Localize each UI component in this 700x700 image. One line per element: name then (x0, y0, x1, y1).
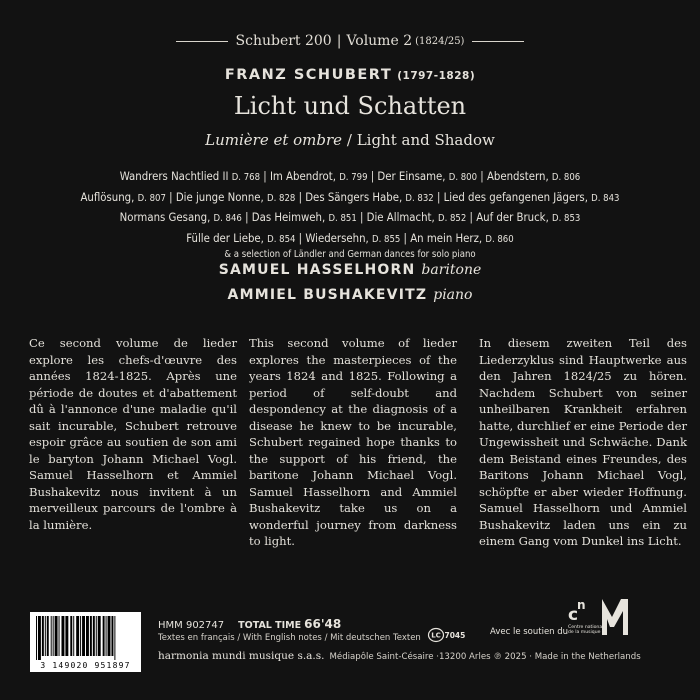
work-catalog-number: D. 853 (552, 213, 581, 224)
barcode-bar (53, 616, 54, 656)
work-separator: | (356, 211, 367, 224)
barcode-bar (103, 616, 105, 656)
performer-pianist (0, 287, 700, 303)
subtitle-french: Lumière et ombre (205, 131, 343, 149)
barcode-bar (106, 616, 107, 656)
series-header (0, 33, 700, 49)
barcode-bar (70, 616, 72, 656)
work-title: Im Abendrot, (269, 170, 340, 183)
barcode-bar (86, 616, 89, 656)
work-catalog-number: D. 828 (267, 192, 296, 204)
work-separator: | (260, 170, 270, 183)
work-title: Fülle der Liebe, (186, 231, 268, 245)
composer-years: (1797-1828) (397, 70, 476, 82)
cnm-logo (568, 591, 638, 639)
barcode-bar (76, 616, 79, 656)
work-catalog-number: D. 800 (448, 172, 478, 183)
performer-name: AMMIEL BUSHAKEVITZ (227, 287, 428, 303)
volume-years: (1824/25) (415, 35, 465, 47)
work-catalog-number: D. 854 (267, 233, 296, 245)
work-title: Normans Gesang, (119, 211, 214, 224)
work-catalog-number: D. 832 (405, 192, 434, 204)
series-name: Schubert 200 (235, 33, 332, 49)
subtitle-english: Light and Shadow (356, 131, 495, 149)
works-lines (0, 167, 700, 249)
svg-text:n: n (577, 598, 586, 612)
languages-note: Textes en français / With English notes / Mit deutschen Texten (158, 633, 421, 643)
work-title: Abendstern, (486, 170, 552, 183)
label-line (158, 650, 641, 662)
work-catalog-number: D. 799 (339, 172, 368, 183)
barcode-bar (36, 616, 37, 660)
total-time-label: TOTAL TIME (238, 620, 302, 631)
work-catalog-number: D. 846 (213, 213, 242, 224)
barcode (30, 612, 141, 672)
svg-text:de la musique: de la musique (568, 630, 601, 635)
barcode-bar (73, 616, 74, 656)
work-catalog-number: D. 768 (231, 172, 261, 183)
svg-text:Centre national: Centre national (568, 625, 604, 630)
work-title: Wandrers Nachtlied II (119, 170, 232, 183)
subtitle-separator: / (346, 131, 352, 149)
barcode-bar (55, 616, 58, 656)
barcode-bar (38, 616, 41, 660)
total-time-value: 66'48 (304, 617, 342, 631)
barcode-bar (108, 616, 111, 656)
works-note: & a selection of Ländler and German dances for solo piano (224, 249, 476, 260)
text-english: This second volume of lieder explores the masterpieces of the years 1824 and 1825. Following a period of self-doubt and despondency at the diagnosis of a disease he knew to be incurable, Schubert regained hope thanks to the support of his friend, the baritone Johann Michael Vogl. Samuel Hasselhorn and Ammiel Bushakevitz take us on a wonderful journey from darkness to light. (249, 336, 457, 548)
works-line (0, 167, 700, 188)
album-title: Licht und Schatten (233, 92, 467, 120)
work-separator: | (367, 170, 378, 183)
work-separator: | (295, 190, 306, 204)
work-title: Des Sängers Habe, (305, 190, 406, 204)
work-separator: | (466, 211, 477, 224)
label-name: harmonia mundi musique s.a.s. (158, 650, 325, 662)
barcode-bar (80, 616, 81, 656)
barcode-bar (42, 616, 44, 656)
performer-role: piano (433, 287, 473, 303)
work-separator: | (477, 170, 487, 183)
work-title: Auf der Bruck, (476, 211, 553, 224)
barcode-bar (82, 616, 85, 656)
work-catalog-number: D. 852 (437, 213, 467, 224)
support-text: Avec le soutien du (490, 627, 569, 637)
work-title: An mein Herz, (410, 231, 486, 245)
work-title: Das Heimweh, (251, 211, 329, 224)
barcode-bar (47, 616, 49, 656)
composer-name: FRANZ SCHUBERT (224, 67, 393, 83)
text-french: Ce second volume de lieder explore les chefs-d'œuvre des années 1824-1825. Après une période de doutes et d'abattement dû à l'annonce d'une maladie qu'il sait incurable, Schubert retrouve espoir grâce au soutien de son ami le baryton Johann Michael Vogl. Samuel Hasselhorn et Ammiel Bushakevitz nous invitent à un merveilleux parcours de l'ombre à la lumière. (29, 336, 237, 532)
left-rule (176, 41, 228, 42)
label-address: Médiapôle Saint-Césaire ·13200 Arles ℗ 2025 · Made in the Netherlands (329, 652, 641, 662)
performer-singer (0, 262, 700, 278)
work-title: Wiedersehn, (305, 231, 372, 245)
barcode-bar (59, 616, 60, 656)
work-catalog-number: D. 807 (137, 192, 166, 204)
work-catalog-number: D. 855 (372, 233, 401, 245)
work-catalog-number: D. 860 (485, 233, 514, 245)
work-separator: | (241, 211, 252, 224)
works-line (0, 188, 700, 209)
work-title: Der Einsame, (377, 170, 449, 183)
barcode-bar (111, 616, 113, 656)
work-separator: | (295, 231, 306, 245)
work-catalog-number: D. 843 (591, 192, 620, 204)
performer-role: baritone (421, 262, 482, 278)
works-line (0, 208, 700, 229)
work-title: Die Allmacht, (366, 211, 438, 224)
volume-label: Volume 2 (346, 33, 413, 49)
barcode-bar (65, 616, 68, 656)
barcode-bar (96, 616, 97, 656)
work-title: Auflösung, (80, 190, 138, 204)
work-separator: | (400, 231, 411, 245)
right-rule (472, 41, 524, 42)
works-line (0, 229, 700, 250)
svg-text:7045: 7045 (444, 631, 466, 640)
svg-text:c: c (568, 605, 579, 625)
work-catalog-number: D. 806 (551, 172, 581, 183)
barcode-number: 3 149020 951897 (40, 661, 131, 670)
svg-text:LC: LC (431, 631, 441, 640)
work-title: Die junge Nonne, (175, 190, 268, 204)
barcode-bar (114, 616, 115, 660)
catalog-line (158, 617, 341, 631)
composer-line (0, 67, 700, 83)
works-list (0, 167, 700, 261)
catalog-number: HMM 902747 (158, 620, 225, 631)
work-title: Lied des gefangenen Jägers, (443, 190, 592, 204)
barcode-bar (45, 616, 46, 656)
barcode-bar (61, 616, 64, 656)
lc-code-logo (428, 628, 466, 642)
text-german: In diesem zweiten Teil des Liederzyklus sind Hauptwerke aus den Jahren 1824/25 zu hören. Nachdem Schubert von seiner unheilbaren Krankheit erfahren hatte, durchlief er eine Periode der Ungewissheit und Schwäche. Dank dem Beistand eines Freundes, des Baritons Johann Michael Vogl, schöpfte er aber wieder Hoffnung. Samuel Hasselhorn und Ammiel Bushakevitz laden uns ein zu einem Gang vom Dunkel ins Licht. (479, 336, 687, 548)
work-separator: | (165, 190, 176, 204)
barcode-bar (98, 616, 101, 656)
barcode-bar (90, 616, 92, 656)
work-separator: | (433, 190, 444, 204)
separator: | (336, 33, 342, 49)
performer-name: SAMUEL HASSELHORN (218, 262, 416, 278)
barcode-bars (34, 616, 137, 660)
barcode-bar (51, 616, 52, 656)
barcode-bar (93, 616, 95, 656)
work-catalog-number: D. 851 (328, 213, 357, 224)
album-subtitle (0, 131, 700, 149)
